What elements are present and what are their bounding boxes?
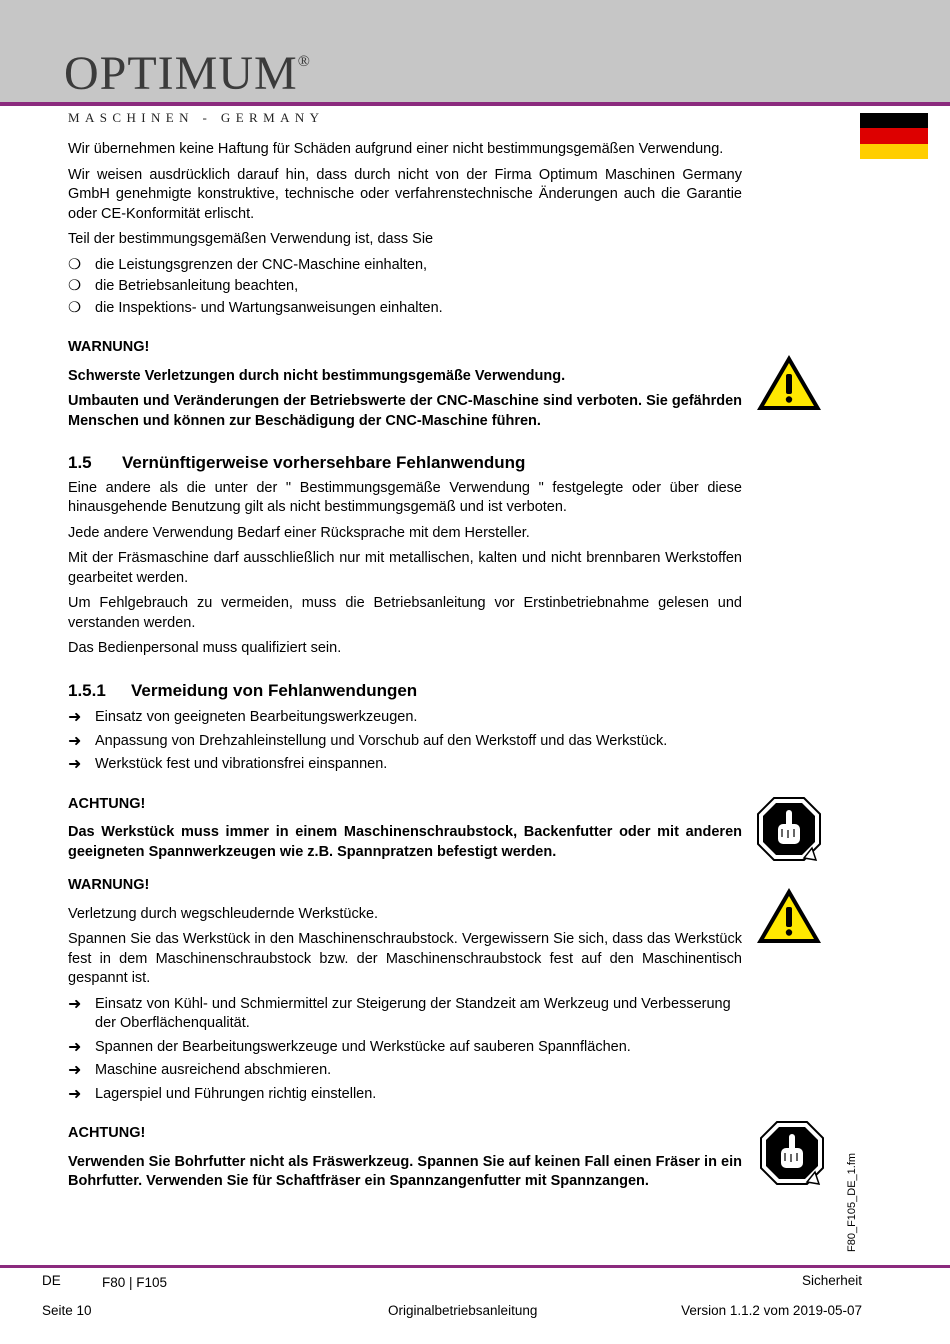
arrow-right-icon: ➜	[68, 995, 82, 1013]
list-item: ❍ die Inspektions- und Wartungsanweisungen einhalten.	[68, 299, 742, 319]
footer-version: Version 1.1.2 vom 2019-05-07	[681, 1303, 862, 1318]
footer-document-title: Originalbetriebsanleitung	[388, 1303, 538, 1318]
warning-triangle-icon	[754, 352, 824, 414]
paragraph: Um Fehlgebrauch zu vermeiden, muss die Betriebsanleitung vor Erstinbetriebnahme gelesen und verstanden werden.	[68, 595, 742, 631]
warning-text: Umbauten und Veränderungen der Betriebswerte der CNC-Maschine sind verboten. Sie gefährden Menschen und können zur Beschädigung der CNC-Maschine führen.	[68, 393, 742, 429]
paragraph: Spannen Sie das Werkstück in den Maschinenschraubstock. Vergewissern Sie sich, dass das Werkstück fest in dem Maschinenschraubstock bzw. der Maschinenschraubstock fest auf den Maschinentisch gespannt ist.	[68, 931, 742, 986]
warning-label: WARNUNG!	[68, 339, 150, 355]
list-item: ❍ die Leistungsgrenzen der CNC-Maschine einhalten,	[68, 256, 742, 276]
list-item: ➜ Spannen der Bearbeitungswerkzeuge und Werkstücke auf sauberen Spannflächen.	[68, 1038, 631, 1056]
attention-label: ACHTUNG!	[68, 1125, 146, 1141]
brand-logo: OPTIMUM®	[64, 47, 311, 100]
paragraph: Teil der bestimmungsgemäßen Verwendung ist, dass Sie	[68, 231, 434, 247]
footer-model: F80 | F105	[102, 1275, 168, 1290]
list-item: ➜ Einsatz von Kühl- und Schmiermittel zur Steigerung der Standzeit am Werkzeug und Verbesserung der Oberflächenqualität.	[68, 995, 731, 1031]
bullet-circle-icon: ❍	[68, 278, 81, 294]
header-divider	[0, 102, 950, 106]
list-item: ➜ Anpassung von Drehzahleinstellung und Vorschub auf den Werkstoff und das Werkstück.	[68, 732, 668, 750]
arrow-right-icon: ➜	[68, 1085, 82, 1103]
paragraph: Mit der Fräsmaschine darf ausschließlich nur mit metallischen, kalten und nicht brennbaren Werkstoffen gearbeitet werden.	[68, 550, 742, 586]
arrow-right-icon: ➜	[68, 1038, 82, 1056]
attention-label: ACHTUNG!	[68, 795, 146, 812]
footer-page-number: Seite 10	[42, 1303, 92, 1318]
subsection-heading: 1.5.1 Vermeidung von Fehlanwendungen	[68, 680, 418, 700]
arrow-right-icon: ➜	[68, 756, 82, 773]
paragraph: Jede andere Verwendung Bedarf einer Rücksprache mit dem Hersteller.	[68, 524, 530, 541]
paragraph: Wir weisen ausdrücklich darauf hin, dass durch nicht von der Firma Optimum Maschinen Germany GmbH genehmigte konstruktive, technische oder verfahrenstechnische Änderungen auch die Garantie oder CE-Konformität erlischt.	[68, 166, 742, 222]
paragraph: Verletzung durch wegschleudernde Werkstücke.	[68, 905, 379, 922]
bullet-circle-icon: ❍	[68, 256, 81, 273]
list-item: ➜ Lagerspiel und Führungen richtig einstellen.	[68, 1085, 377, 1103]
arrow-right-icon: ➜	[68, 709, 82, 726]
arrow-right-icon: ➜	[68, 732, 82, 750]
warning-label: WARNUNG!	[68, 877, 150, 893]
file-reference: F80_F105_DE_1.fm	[846, 1152, 858, 1252]
paragraph: Wir übernehmen keine Haftung für Schäden aufgrund einer nicht bestimmungsgemäßen Verwendung.	[68, 141, 724, 157]
warning-text: Schwerste Verletzungen durch nicht bestimmungsgemäße Verwendung.	[68, 367, 566, 384]
paragraph: Eine andere als die unter der " Bestimmungsgemäße Verwendung " festgelegte oder über diese hinausgehende Benutzung gilt als nicht bestimmungsgemäß und ist verboten.	[68, 479, 742, 515]
arrow-right-icon: ➜	[68, 1062, 82, 1079]
section-heading: 1.5 Vernünftigerweise vorhersehbare Fehlanwendung	[68, 453, 526, 472]
footer-chapter: Sicherheit	[801, 1273, 862, 1288]
footer-language: DE	[42, 1273, 61, 1288]
attention-text: Verwenden Sie Bohrfutter nicht als Fräswerkzeug. Spannen Sie auf keinen Fall einen Fräser in ein Bohrfutter. Verwenden Sie für Schaftfräser ein Spannzangenfutter mit Spannzangen.	[68, 1153, 742, 1189]
warning-triangle-icon	[754, 885, 824, 947]
list-item: ➜ Werkstück fest und vibrationsfrei einspannen.	[68, 756, 388, 773]
paragraph: Das Bedienpersonal muss qualifiziert sein.	[68, 640, 342, 656]
list-item: ❍ die Betriebsanleitung beachten,	[68, 277, 742, 297]
document-body	[68, 140, 742, 1198]
list-item: ➜ Maschine ausreichend abschmieren.	[68, 1062, 332, 1079]
bullet-circle-icon: ❍	[68, 299, 81, 316]
flag-de-icon	[860, 113, 928, 159]
stop-hand-icon	[754, 796, 824, 864]
list-item: ➜ Einsatz von geeigneten Bearbeitungswerkzeugen.	[68, 709, 418, 726]
attention-text: Das Werkstück muss immer in einem Maschinenschraubstock, Backenfutter oder mit anderen geeigneten Spannwerkzeugen wie z.B. Spannpratzen befestigt werden.	[68, 824, 742, 860]
footer-divider	[0, 1265, 950, 1268]
stop-hand-icon	[757, 1120, 827, 1188]
brand-subtitle: MASCHINEN - GERMANY	[68, 110, 325, 125]
